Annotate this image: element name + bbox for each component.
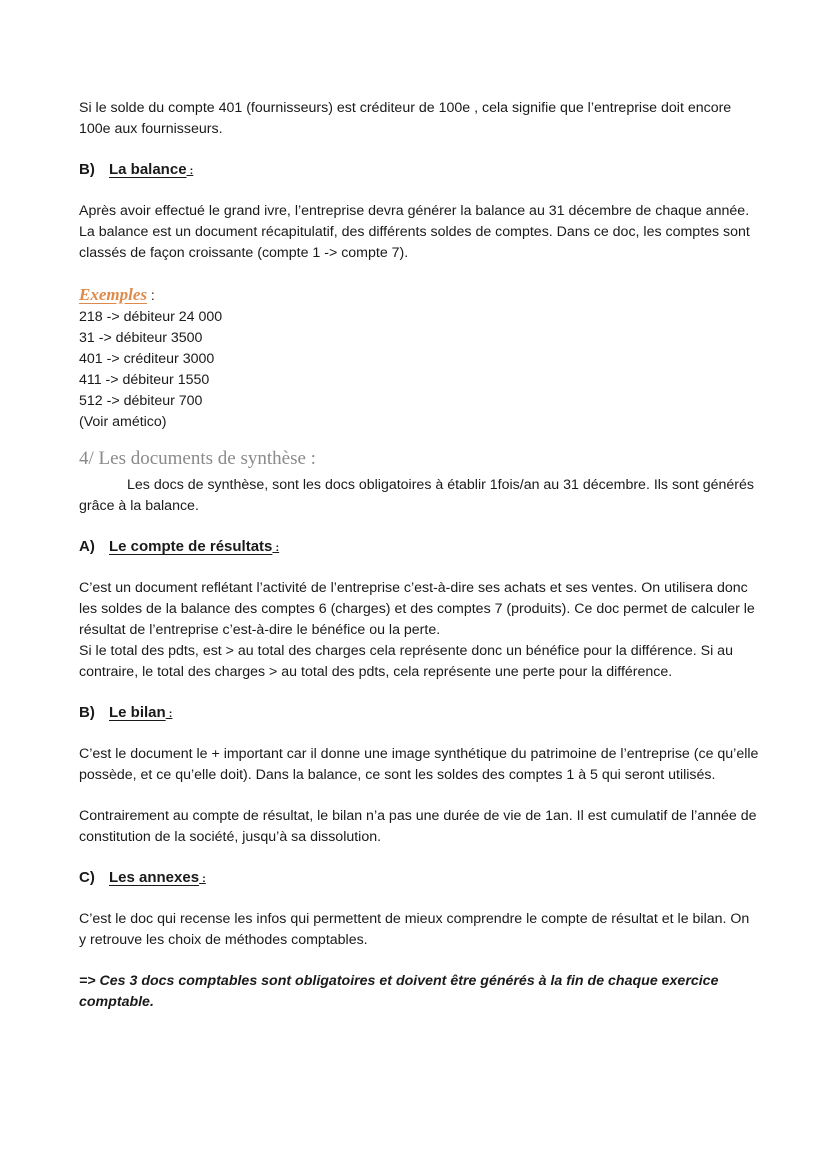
bilan-paragraph-1: C’est le document le + important car il donne une image synthétique du patrimoine de l’entreprise (ce qu’elle possède, et ce qu’elle doit). Dans la balance, ce sont les soldes des comptes 1 à 5 qui seront utilisés. <box>79 746 759 783</box>
section-colon: : <box>165 708 173 720</box>
synthese-paragraph: Les docs de synthèse, sont les docs obligatoires à établir 1fois/an au 31 décembre. Ils sont générés grâce à la balance. <box>79 477 754 514</box>
section-title: Les annexes <box>109 869 200 886</box>
examples-title: Exemples <box>79 285 147 304</box>
section-title: Le bilan <box>109 704 166 721</box>
example-item: (Voir amético) <box>79 414 167 430</box>
section-letter: A) <box>79 538 95 555</box>
section-colon: : <box>199 873 206 885</box>
resultats-paragraph-2: Si le total des pdts, est > au total des charges cela représente donc un bénéfice pour la différence. Si au contraire, le total des charges > au total des pdts, cela représente une perte pour la différence. <box>79 643 733 680</box>
section-balance-heading <box>79 160 759 181</box>
section-letter: B) <box>79 161 95 178</box>
section-annexes-heading <box>79 868 759 889</box>
section-letter: B) <box>79 704 95 721</box>
section-colon: : <box>186 165 194 177</box>
bilan-paragraph-2: Contrairement au compte de résultat, le bilan n’a pas une durée de vie de 1an. Il est cumulatif de l’année de constitution de la société, jusqu’à sa dissolution. <box>79 808 757 845</box>
example-item: 411 -> débiteur 1550 <box>79 372 210 388</box>
example-item: 218 -> débiteur 24 000 <box>79 309 223 325</box>
example-item: 512 -> débiteur 700 <box>79 393 203 409</box>
examples-list <box>79 307 759 433</box>
intro-paragraph: Si le solde du compte 401 (fournisseurs) est créditeur de 100e , cela signifie que l’entreprise doit encore 100e aux fournisseurs. <box>79 100 732 137</box>
annexes-paragraph: C’est le doc qui recense les infos qui permettent de mieux comprendre le compte de résultat et le bilan. On y retrouve les choix de méthodes comptables. <box>79 911 750 948</box>
section-colon: : <box>272 542 280 554</box>
section-resultats-heading <box>79 537 759 558</box>
section-title: La balance <box>109 161 187 178</box>
examples-colon: : <box>147 287 155 303</box>
section-letter: C) <box>79 869 95 886</box>
document-page <box>79 98 759 1013</box>
synthese-heading: 4/ Les documents de synthèse : <box>79 448 316 469</box>
example-item: 401 -> créditeur 3000 <box>79 351 215 367</box>
examples-block <box>79 284 759 433</box>
section-bilan-heading <box>79 703 759 724</box>
example-item: 31 -> débiteur 3500 <box>79 330 203 346</box>
balance-paragraph: Après avoir effectué le grand ivre, l’entreprise devra générer la balance au 31 décembre de chaque année. La balance est un document récapitulatif, des différents soldes de comptes. Dans ce doc, les comptes sont classés de façon croissante (compte 1 -> compte 7). <box>79 203 750 261</box>
resultats-paragraph-1: C’est un document reflétant l’activité de l’entreprise c’est-à-dire ses achats et ses ventes. On utilisera donc les soldes de la balance des comptes 6 (charges) et des comptes 7 (produits). Ce doc permet de calculer le résultat de l’entreprise c’est-à-dire le bénéfice ou la perte. <box>79 580 755 638</box>
examples-heading <box>79 284 759 307</box>
section-title: Le compte de résultats <box>109 538 273 555</box>
conclusion-paragraph: => Ces 3 docs comptables sont obligatoires et doivent être générés à la fin de chaque exercice comptable. <box>79 973 719 1010</box>
